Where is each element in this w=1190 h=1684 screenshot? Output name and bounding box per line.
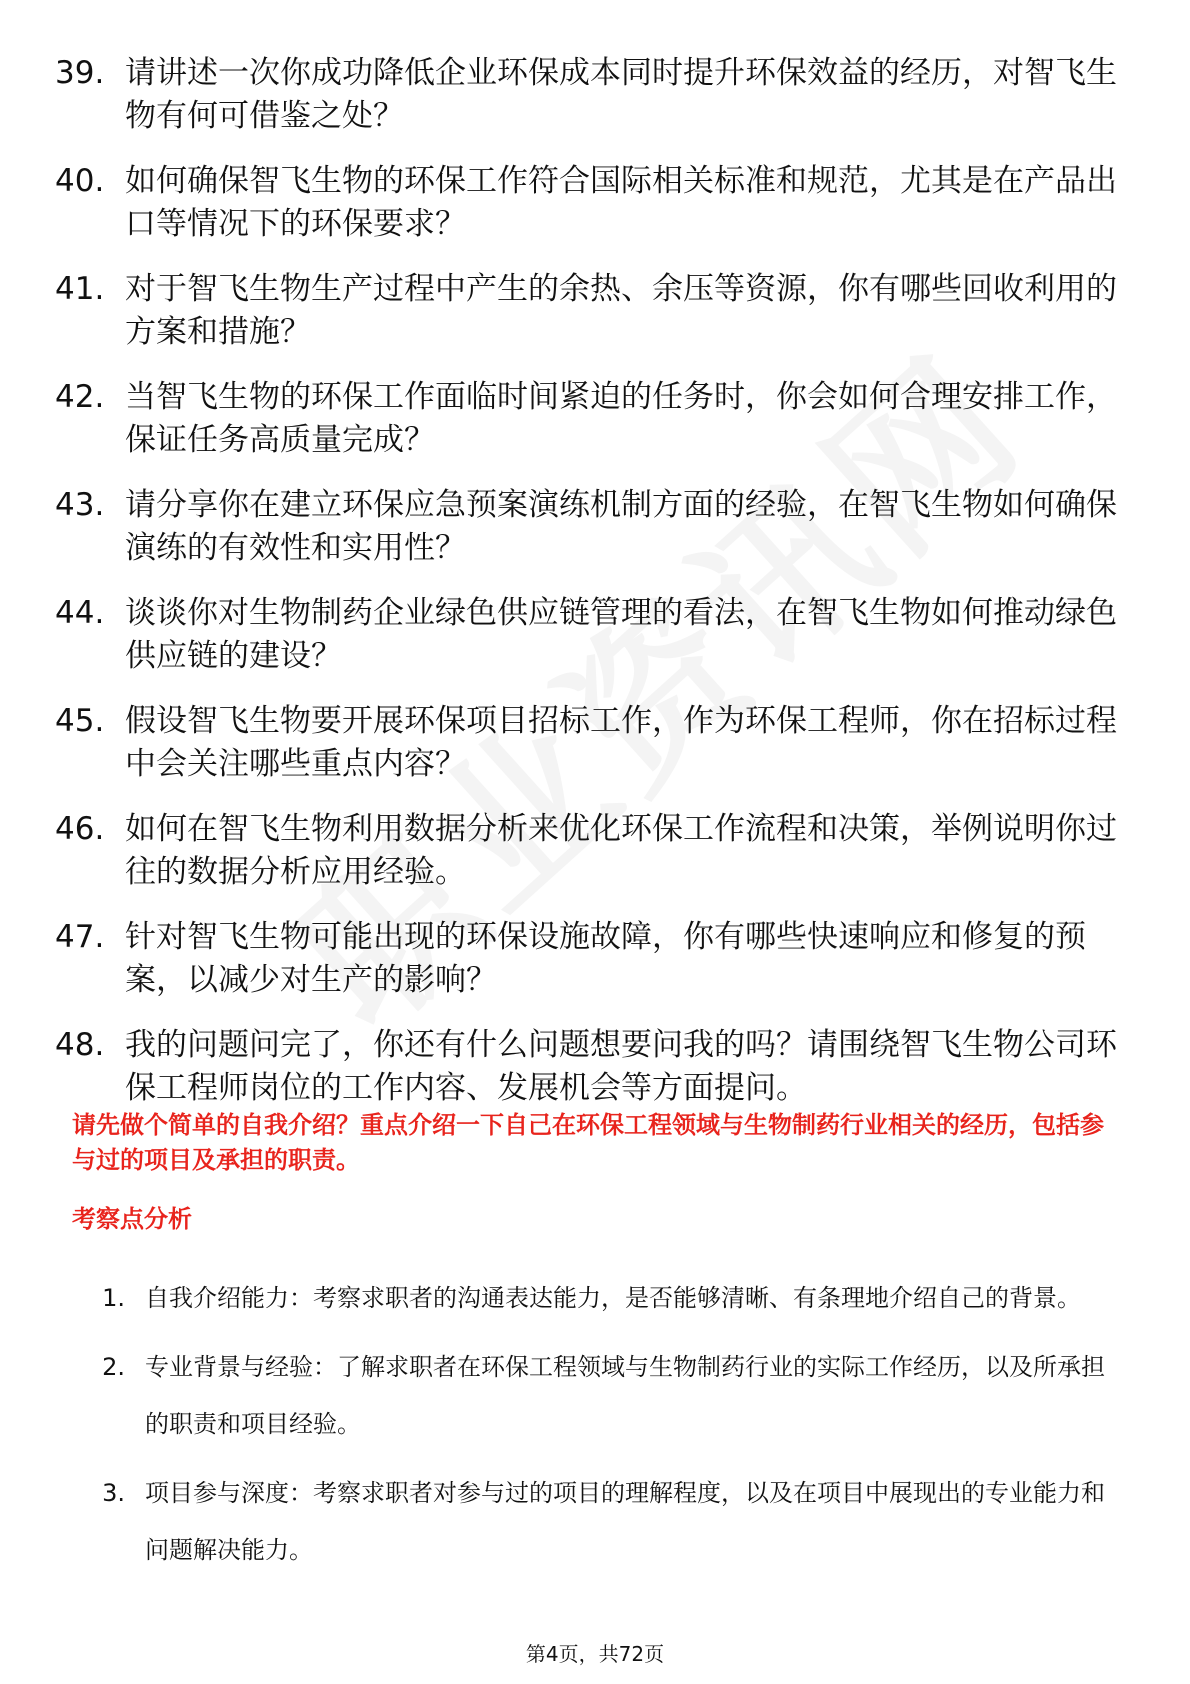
question-number: 46.: [55, 811, 105, 847]
list-item: [55, 268, 1125, 354]
list-item: [55, 808, 1125, 894]
question-list: [55, 52, 1125, 1132]
analysis-number: 1.: [102, 1284, 125, 1312]
list-item: [55, 1024, 1125, 1110]
list-item: [55, 916, 1125, 1002]
analysis-text: 自我介绍能力：考察求职者的沟通表达能力，是否能够清晰、有条理地介绍自己的背景。: [145, 1284, 1081, 1312]
analysis-list: [72, 1270, 1122, 1591]
page-footer: 第4页，共72页: [525, 1642, 665, 1666]
question-number: 41.: [55, 271, 105, 307]
list-item: [55, 376, 1125, 462]
list-item: [72, 1465, 1122, 1579]
question-number: 47.: [55, 919, 105, 955]
question-number: 45.: [55, 703, 105, 739]
list-item: [55, 160, 1125, 246]
analysis-number: 3.: [102, 1479, 125, 1507]
list-item: [55, 592, 1125, 678]
question-text: 针对智飞生物可能出现的环保设施故障，你有哪些快速响应和修复的预案，以减少对生产的影响？: [125, 919, 1086, 998]
analysis-text: 项目参与深度：考察求职者对参与过的项目的理解程度，以及在项目中展现出的专业能力和问题解决能力。: [145, 1479, 1105, 1564]
question-text: 谈谈你对生物制药企业绿色供应链管理的看法，在智飞生物如何推动绿色供应链的建设？: [125, 595, 1117, 674]
question-text: 如何在智飞生物利用数据分析来优化环保工作流程和决策，举例说明你过往的数据分析应用经验。: [125, 811, 1117, 890]
question-number: 42.: [55, 379, 105, 415]
question-number: 48.: [55, 1027, 105, 1063]
highlight-question: 请先做个简单的自我介绍？重点介绍一下自己在环保工程领域与生物制药行业相关的经历，包括参与过的项目及承担的职责。: [72, 1111, 1104, 1174]
question-number: 39.: [55, 55, 105, 91]
question-text: 对于智飞生物生产过程中产生的余热、余压等资源，你有哪些回收利用的方案和措施？: [125, 271, 1117, 350]
question-text: 我的问题问完了，你还有什么问题想要问我的吗？请围绕智飞生物公司环保工程师岗位的工作内容、发展机会等方面提问。: [125, 1027, 1117, 1106]
analysis-number: 2.: [102, 1353, 125, 1381]
question-number: 44.: [55, 595, 105, 631]
list-item: [55, 52, 1125, 138]
question-text: 如何确保智飞生物的环保工作符合国际相关标准和规范，尤其是在产品出口等情况下的环保要求？: [125, 163, 1117, 242]
analysis-text: 专业背景与经验：了解求职者在环保工程领域与生物制药行业的实际工作经历，以及所承担的职责和项目经验。: [145, 1353, 1105, 1438]
question-text: 当智飞生物的环保工作面临时间紧迫的任务时，你会如何合理安排工作，保证任务高质量完成？: [125, 379, 1117, 458]
list-item: [55, 700, 1125, 786]
question-text: 假设智飞生物要开展环保项目招标工作，作为环保工程师，你在招标过程中会关注哪些重点内容？: [125, 703, 1117, 782]
question-number: 40.: [55, 163, 105, 199]
list-item: [55, 484, 1125, 570]
question-text: 请讲述一次你成功降低企业环保成本同时提升环保效益的经历，对智飞生物有何可借鉴之处？: [125, 55, 1117, 134]
analysis-title: 考察点分析: [72, 1205, 192, 1233]
question-text: 请分享你在建立环保应急预案演练机制方面的经验，在智飞生物如何确保演练的有效性和实用性？: [125, 487, 1117, 566]
question-number: 43.: [55, 487, 105, 523]
list-item: [72, 1270, 1122, 1327]
list-item: [72, 1339, 1122, 1453]
